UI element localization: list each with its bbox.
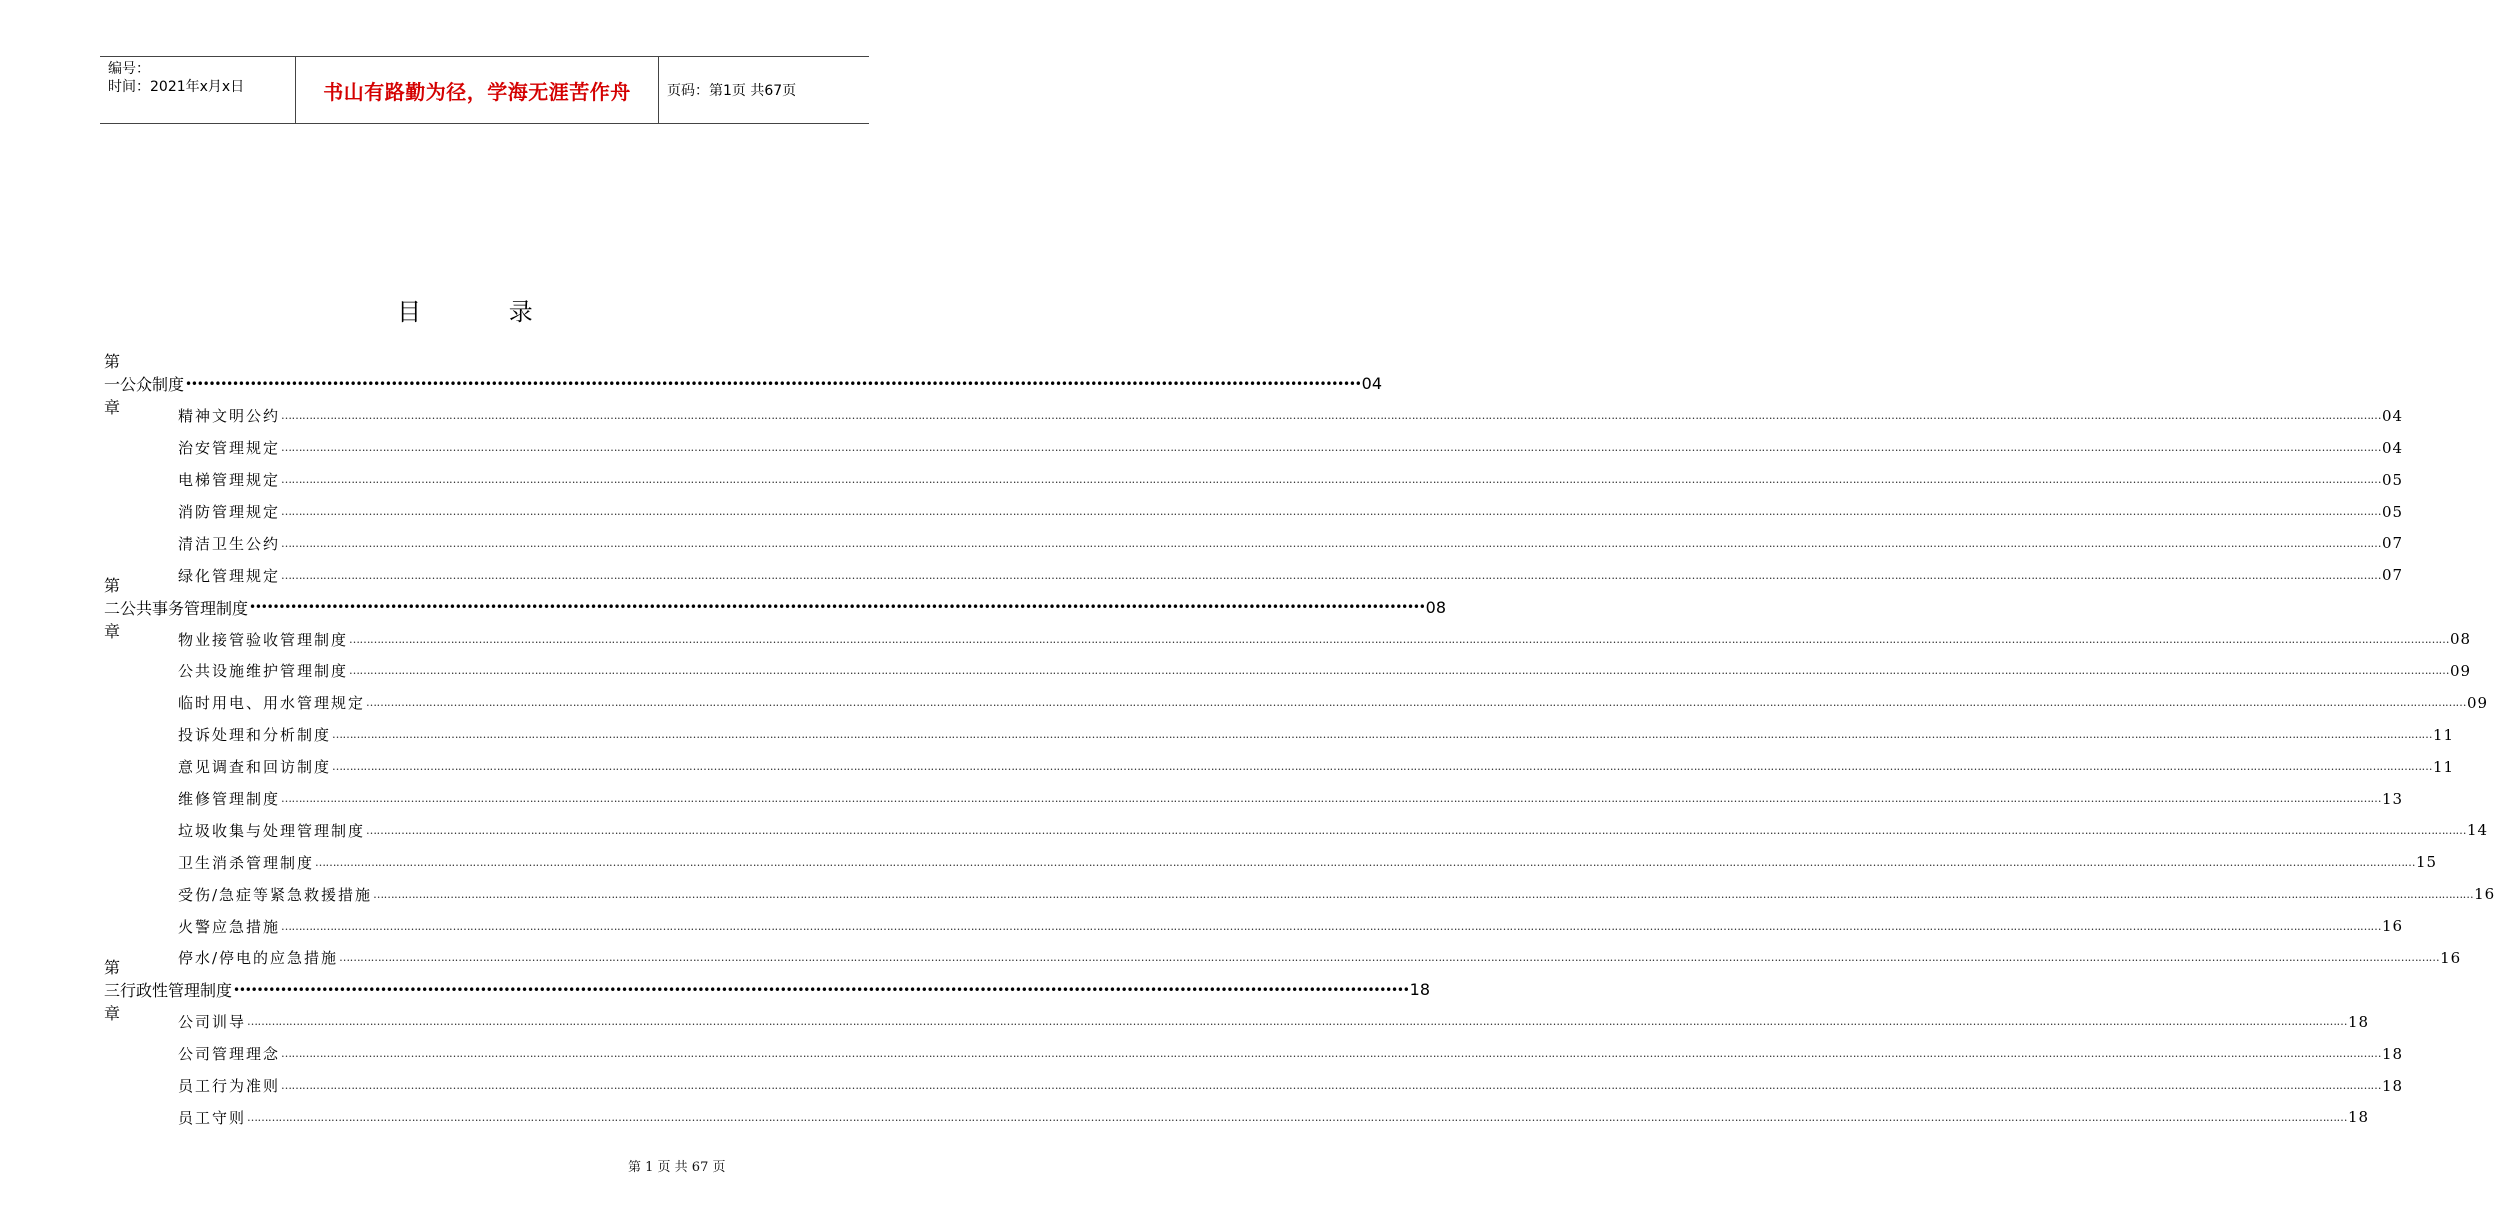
dot-leader: …………………………………………………………………………………………………………………………………………………………………………………………………………………………………………………………………………………………………………………………………………………………………………………………………………………………………………………………………………………………………………………………………………………… <box>281 409 2382 423</box>
toc-item-row[interactable] <box>104 559 2404 591</box>
page-number: 18 <box>2348 1012 2370 1031</box>
dot-leader: …………………………………………………………………………………………………………………………………………………………………………………………………………………………………………………………………………………………………………………………………………………………………………………………………………………………………………………………………………………………………………………………………………………… <box>281 1047 2382 1061</box>
page-number: 04 <box>1361 374 1383 394</box>
toc-item-row[interactable] <box>104 432 2404 464</box>
item-title: 员工守则 <box>178 1108 247 1127</box>
toc-item-row[interactable] <box>104 878 2495 910</box>
item-title: 受伤/急症等紧急救援措施 <box>178 885 373 904</box>
page-number: 16 <box>2474 885 2495 904</box>
dot-leader: …………………………………………………………………………………………………………………………………………………………………………………………………………………………………………………………………………………………………………………………………………………………………………………………………………………………………………………………………………………………………………………………………………………… <box>349 664 2450 678</box>
dot-leader: …………………………………………………………………………………………………………………………………………………………………………………………………………………………………………………………………………………………………………………………………………………………………………………………………………………………………………………………………………………………………………………………………………………… <box>281 536 2382 550</box>
dot-leader: …………………………………………………………………………………………………………………………………………………………………………………………………………………………………………………………………………………………………………………………………………………………………………………………………………………………………………………………………………………………………………………………………………………… <box>281 1079 2382 1093</box>
dot-leader: …………………………………………………………………………………………………………………………………………………………………………………………………………………………………………………………………………………………………………………………………………………………………………………………………………………………………………………………………………………………………………………………………………………… <box>339 951 2440 965</box>
page-number: 05 <box>2382 470 2404 489</box>
page-number: 04 <box>2382 406 2404 425</box>
page-footer: 第 1 页 共 67 页 <box>628 1160 726 1175</box>
item-title: 停水/停电的应急措施 <box>178 949 339 968</box>
chapter-number: 第二章 <box>104 575 121 641</box>
dot-leader: …………………………………………………………………………………………………………………………………………………………………………………………………………………………………………………………………………………………………………………………………………………………………………………………………………………………………………………………………………………………………………………………………………………… <box>281 568 2382 582</box>
toc-item-row[interactable] <box>104 527 2404 559</box>
chapter-title: 公共事务管理制度 <box>120 598 249 618</box>
dot-leader: •••••••••••••••••••••••••••••••••••••••••••••••••••••••••••••••••••••••••••••••••••••••••••••••••••••••••••••••••••••••••••••••••••••••••••••••••••••••••••••••••••••••••••••••••••••••••••••••••••••••• <box>249 600 1425 615</box>
item-title: 投诉处理和分析制度 <box>178 726 332 745</box>
dot-leader: …………………………………………………………………………………………………………………………………………………………………………………………………………………………………………………………………………………………………………………………………………………………………………………………………………………………………………………………………………………………………………………………………………………… <box>315 855 2416 869</box>
page-number: 07 <box>2382 534 2404 553</box>
page-number: 09 <box>2450 661 2472 680</box>
toc-item-row[interactable] <box>104 1101 2370 1133</box>
page-number: 05 <box>2382 502 2404 521</box>
item-title: 物业接管验收管理制度 <box>178 630 349 649</box>
page-number: 11 <box>2433 757 2455 776</box>
item-title: 维修管理制度 <box>178 790 281 809</box>
page-number: 13 <box>2382 789 2404 808</box>
dot-leader: …………………………………………………………………………………………………………………………………………………………………………………………………………………………………………………………………………………………………………………………………………………………………………………………………………………………………………………………………………………………………………………………………………………… <box>281 919 2382 933</box>
item-title: 精神文明公约 <box>178 407 281 426</box>
item-title: 卫生消杀管理制度 <box>178 853 315 872</box>
page-number: 07 <box>2382 566 2404 585</box>
dot-leader: …………………………………………………………………………………………………………………………………………………………………………………………………………………………………………………………………………………………………………………………………………………………………………………………………………………………………………………………………………………………………………………………………………………… <box>366 823 2467 837</box>
item-title: 公共设施维护管理制度 <box>178 662 349 681</box>
header-motto: 书山有路勤为径，学海无涯苦作舟 <box>296 57 659 123</box>
dot-leader: …………………………………………………………………………………………………………………………………………………………………………………………………………………………………………………………………………………………………………………………………………………………………………………………………………………………………………………………………………………………………………………………………………………… <box>332 760 2433 774</box>
page-number: 04 <box>2382 438 2404 457</box>
item-title: 意见调查和回访制度 <box>178 758 332 777</box>
item-title: 治安管理规定 <box>178 439 281 458</box>
toc-item-row[interactable] <box>104 783 2404 815</box>
dot-leader: …………………………………………………………………………………………………………………………………………………………………………………………………………………………………………………………………………………………………………………………………………………………………………………………………………………………………………………………………………………………………………………………………………………… <box>332 728 2433 742</box>
item-title: 火警应急措施 <box>178 917 281 936</box>
item-title: 电梯管理规定 <box>178 471 281 490</box>
page-number: 16 <box>2382 917 2404 936</box>
item-title: 员工行为准则 <box>178 1077 281 1096</box>
toc-item-row[interactable] <box>104 942 2462 974</box>
toc-item-row[interactable] <box>104 910 2404 942</box>
toc-item-row[interactable] <box>104 496 2404 528</box>
toc-item-row[interactable] <box>104 751 2455 783</box>
item-title: 公司训导 <box>178 1013 247 1032</box>
toc-item-row[interactable] <box>104 464 2404 496</box>
toc-item-row[interactable] <box>104 1006 2370 1038</box>
dot-leader: …………………………………………………………………………………………………………………………………………………………………………………………………………………………………………………………………………………………………………………………………………………………………………………………………………………………………………………………………………………………………………………………………………………… <box>281 505 2382 518</box>
page-number: 18 <box>2382 1044 2404 1063</box>
toc-item-row[interactable] <box>104 655 2472 687</box>
page-number: 15 <box>2416 853 2438 872</box>
toc-item-row[interactable] <box>104 814 2489 846</box>
toc-item-row[interactable] <box>104 400 2404 432</box>
page-number: 18 <box>1409 980 1431 1000</box>
dot-leader: …………………………………………………………………………………………………………………………………………………………………………………………………………………………………………………………………………………………………………………………………………………………………………………………………………………………………………………………………………………………………………………………………………………… <box>373 887 2474 901</box>
toc-item-row[interactable] <box>104 1038 2404 1070</box>
dot-leader: …………………………………………………………………………………………………………………………………………………………………………………………………………………………………………………………………………………………………………………………………………………………………………………………………………………………………………………………………………………………………………………………………………………… <box>281 441 2382 455</box>
dot-leader: •••••••••••••••••••••••••••••••••••••••••••••••••••••••••••••••••••••••••••••••••••••••••••••••••••••••••••••••••••••••••••••••••••••••••••••••••••••••••••••••••••••••••••••••••••••••••••••••••••••••• <box>185 376 1361 391</box>
item-title: 清洁卫生公约 <box>178 534 281 553</box>
page-number: 18 <box>2382 1076 2404 1095</box>
toc-item-row[interactable] <box>104 1070 2404 1102</box>
item-title: 绿化管理规定 <box>178 566 281 585</box>
chapter-title: 公众制度 <box>120 375 185 395</box>
item-title: 临时用电、用水管理规定 <box>178 694 366 713</box>
chapter-number: 第三章 <box>104 958 121 1024</box>
page-title: 目 录 <box>397 298 573 326</box>
dot-leader: …………………………………………………………………………………………………………………………………………………………………………………………………………………………………………………………………………………………………………………………………………………………………………………………………………………………………………………………………………………………………………………………………………………… <box>349 632 2450 646</box>
number-label: 编号： <box>108 61 150 77</box>
toc-item-row[interactable] <box>104 687 2489 719</box>
toc-item-row[interactable] <box>104 846 2438 878</box>
item-title: 公司管理理念 <box>178 1045 281 1064</box>
page-number: 11 <box>2433 725 2455 744</box>
header-page-info: 页码：第1页 共67页 <box>667 83 797 99</box>
page-number: 08 <box>1425 597 1447 617</box>
time-label: 时间：2021年x月x日 <box>108 79 245 95</box>
dot-leader: …………………………………………………………………………………………………………………………………………………………………………………………………………………………………………………………………………………………………………………………………………………………………………………………………………………………………………………………………………………………………………………………………………………… <box>366 696 2467 710</box>
chapter-title: 行政性管理制度 <box>120 981 233 1001</box>
dot-leader: …………………………………………………………………………………………………………………………………………………………………………………………………………………………………………………………………………………………………………………………………………………………………………………………………………………………………………………………………………………………………………………………………………………… <box>281 473 2382 487</box>
header-info-cell <box>100 57 296 123</box>
page-number: 18 <box>2348 1108 2370 1127</box>
page-number: 16 <box>2440 948 2462 967</box>
page-number: 14 <box>2467 821 2489 840</box>
table-of-contents <box>104 352 2495 1133</box>
page-number: 09 <box>2467 693 2489 712</box>
chapter-number: 第一章 <box>104 352 121 418</box>
dot-leader: …………………………………………………………………………………………………………………………………………………………………………………………………………………………………………………………………………………………………………………………………………………………………………………………………………………………………………………………………………………………………………………………………………………… <box>247 1110 2348 1124</box>
dot-leader: •••••••••••••••••••••••••••••••••••••••••••••••••••••••••••••••••••••••••••••••••••••••••••••••••••••••••••••••••••••••••••••••••••••••••••••••••••••••••••••••••••••••••••••••••••••••••••••••••••••••• <box>233 982 1409 997</box>
dot-leader: …………………………………………………………………………………………………………………………………………………………………………………………………………………………………………………………………………………………………………………………………………………………………………………………………………………………………………………………………………………………………………………………………………………… <box>281 792 2382 806</box>
page-number: 08 <box>2450 630 2472 649</box>
page-header <box>100 56 869 124</box>
item-title: 消防管理规定 <box>178 503 281 521</box>
dot-leader: …………………………………………………………………………………………………………………………………………………………………………………………………………………………………………………………………………………………………………………………………………………………………………………………………………………………………………………………………………………………………………………………………………………… <box>247 1015 2348 1029</box>
item-title: 垃圾收集与处理管理制度 <box>178 821 366 840</box>
toc-item-row[interactable] <box>104 719 2455 751</box>
toc-item-row[interactable] <box>104 623 2472 655</box>
